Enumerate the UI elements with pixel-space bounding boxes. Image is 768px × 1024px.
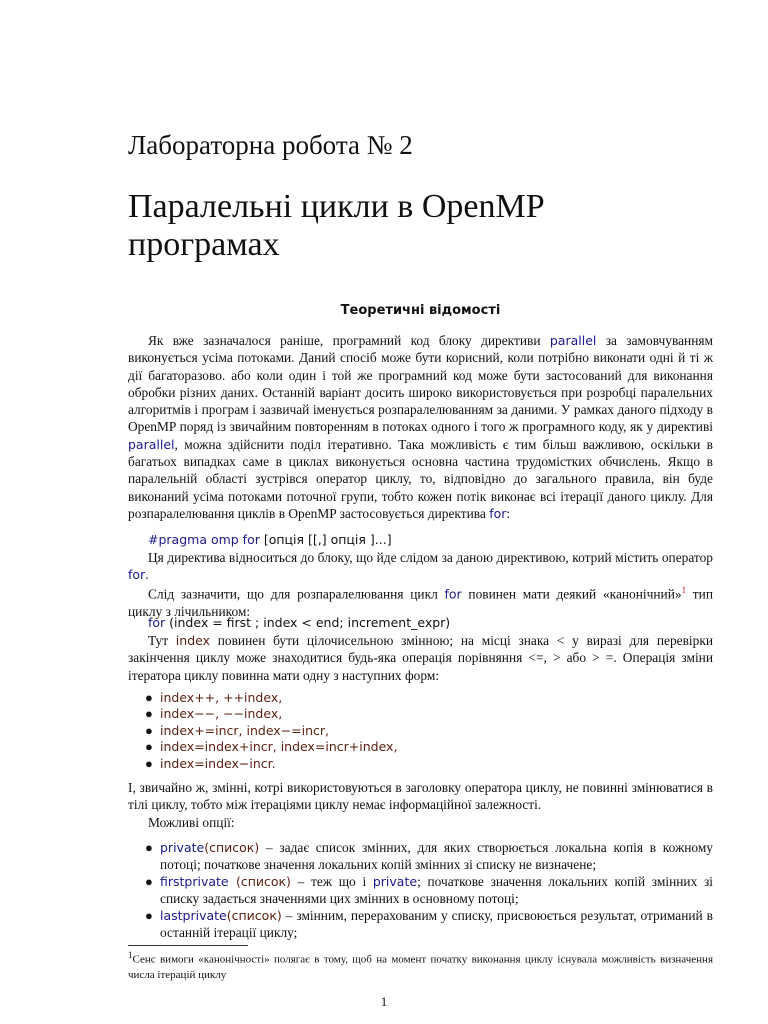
bullet-icon: ●	[145, 722, 153, 738]
pragma-keyword: #pragma omp for	[148, 532, 260, 547]
paragraph-variables: І, звичайно ж, змінні, котрі використовуються в заголовку оператора циклу, не повинні змінюватися в тілі циклу, тобто між ітераціями циклу немає інформаційної залежності.	[128, 780, 713, 813]
text: повинен мати деякий «канонічний»	[461, 586, 682, 602]
form-text: index++, ++index,	[160, 690, 283, 705]
section-heading: Теоретичні відомості	[340, 303, 501, 318]
option-firstprivate	[128, 873, 713, 907]
text: Слід зазначити, що для розпаралелювання цикл	[148, 586, 445, 602]
form-text: index−−, −−index,	[160, 706, 283, 722]
text: :	[506, 505, 511, 521]
bullet-icon: ●	[145, 739, 153, 755]
keyword-firstprivate: firstprivate	[160, 874, 229, 889]
keyword-for: for	[489, 505, 507, 521]
option-desc: – змінним, перерахованим у списку, присвоюється результат, отриманий в останній ітерації циклу;	[160, 908, 713, 940]
text: Ця директива відноситься до блоку, що йде слідом за даною директивою, котрий містить оператор	[148, 550, 713, 565]
keyword-lastprivate: lastprivate	[160, 908, 227, 923]
bullet-icon: ●	[145, 840, 153, 855]
option-desc: ; початкове значення локальних копій змінних зі списку задається значеннями цих змінних в основному потоці;	[160, 874, 713, 906]
page-number: 1	[380, 994, 388, 1009]
form-text: index+=incr, index−=incr,	[160, 722, 330, 738]
footnote-number: 1	[128, 950, 133, 960]
bullet-icon: ●	[145, 706, 153, 722]
for-line	[148, 614, 450, 631]
list-item	[128, 739, 713, 755]
keyword-for: for	[148, 615, 166, 630]
for-header: (index = first ; index < end; increment_expr)	[165, 615, 451, 630]
iterator-forms-list	[128, 690, 713, 772]
pragma-options: [опція [[,] опція ]...]	[259, 532, 392, 547]
text: .	[145, 567, 149, 583]
main-title: Паралельні цикли в OpenMP програмах	[128, 188, 544, 263]
keyword-parallel: parallel	[549, 333, 597, 348]
option-desc: – задає список змінних, для яких створюється локальна копія в кожному потоці; початкове значення локальних копій змінних зі списку не визначене;	[160, 840, 713, 872]
option-arg: (список)	[228, 874, 291, 889]
lab-title: Лабораторна робота № 2	[128, 130, 413, 160]
keyword-private: private	[372, 874, 418, 889]
footnote-text: Сенс вимоги «канонічності» полягає в тому, щоб на момент початку виконання циклу існувала можливість визначення числа ітерацій циклу	[128, 953, 713, 981]
keyword-for: for	[444, 586, 462, 602]
paragraph-options-label: Можливі опції:	[148, 815, 235, 830]
option-arg: (список)	[204, 840, 260, 855]
text: Як вже зазначалося раніше, програмний код блоку директиви	[148, 333, 550, 348]
paragraph-index	[128, 632, 713, 684]
bullet-icon: ●	[145, 908, 153, 923]
footnote-mark[interactable]: 1	[681, 585, 687, 595]
text: тип циклу з лічильником:	[128, 586, 713, 619]
paragraph-intro	[128, 332, 713, 522]
bullet-icon: ●	[145, 690, 153, 705]
list-item	[128, 690, 713, 706]
form-text: index=index−incr.	[160, 755, 276, 771]
option-desc: – теж що і	[290, 874, 373, 889]
list-item	[128, 706, 713, 722]
text: за замовчуванням виконується усіма потоками. Даний спосіб може бути корисний, коли потрібно виконати одні й ті ж дії багаторазово. або коли один і той же програмний код може бути застосований для виконання обробки різних даних. Останній варіант досить широко використовується при розробці паралельних алгоритмів і програм і зазвичай іменується розпаралелюванням за даними. У рамках даного підходу в OpenMP поряд із звичайним повторенням в потоках одного і того ж програмного коду, як у директиві	[128, 333, 713, 435]
pragma-line	[148, 531, 392, 548]
bullet-icon: ●	[145, 874, 153, 889]
option-arg: (список)	[226, 908, 282, 923]
text: Тут	[148, 633, 176, 648]
keyword-private: private	[160, 840, 205, 855]
list-item	[128, 723, 713, 739]
options-list	[128, 839, 713, 941]
identifier-index: index	[175, 633, 210, 648]
keyword-for: for	[128, 567, 146, 583]
text: , можна здійснити поділ ітеративно. Така можливість є тим більш важливою, оскільки в багатьох випадках саме в циклах виконується основна частина трудомістких обчислень. Якщо в паралельній області зустрівся оператор циклу, то, відповідно до загального правила, він буде виконаний усіма потоками поточної групи, тобто кожен потік виконає всі ітерації даного циклу. Для розпаралелювання циклів в OpenMP застосовується директива	[128, 436, 713, 521]
list-item	[128, 756, 713, 772]
bullet-icon: ●	[145, 755, 153, 771]
paragraph-directive	[128, 549, 713, 584]
text: повинен бути цілочисельною змінною; на місці знака < у виразі для перевірки закінчення циклу може знаходитися будь-яка операція порівняння <=, > або > =. Операція зміни ітератора циклу повинна мати одну з наступних форм:	[128, 633, 713, 683]
keyword-parallel: parallel	[128, 436, 175, 452]
footnote	[128, 948, 713, 983]
option-lastprivate	[128, 907, 713, 941]
option-private	[128, 839, 713, 873]
footnote-rule	[128, 945, 248, 946]
form-text: index=index+incr, index=incr+index,	[160, 739, 398, 755]
